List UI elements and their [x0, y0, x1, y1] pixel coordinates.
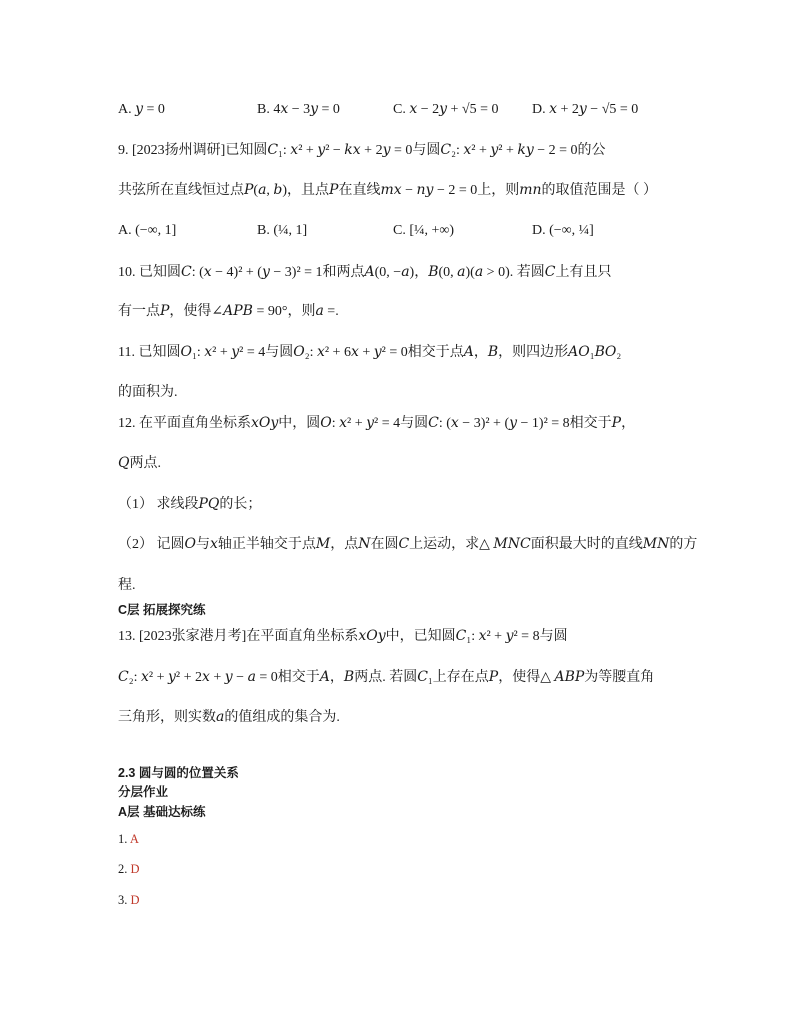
q9-option-a: A. (−∞, 1] — [118, 223, 177, 238]
q12-stem-line2: 𝑄两点. — [118, 456, 161, 471]
q13-stem-line2: 𝐶₂: 𝑥² + 𝑦² + 2𝑥 + 𝑦 − 𝑎 = 0相交于𝐴，𝐵两点. 若圆𝐶₁上存在点𝑃，使得△ 𝐴𝐵𝑃为等腰直角 — [118, 670, 655, 685]
answer-level-a-heading: A层 基础达标练 — [118, 805, 206, 819]
answer-section-title: 2.3 圆与圆的位置关系 — [118, 766, 239, 780]
q8-option-c: C. 𝑥 − 2𝑦 + √5 = 0 — [393, 102, 499, 117]
answer-number: 3. — [118, 893, 128, 907]
answer-number: 2. — [118, 862, 128, 876]
q11-stem-line2: 的面积为. — [118, 385, 178, 400]
section-c-heading: C层 拓展探究练 — [118, 603, 206, 617]
q12-subquestion-2-cont: 程. — [118, 578, 136, 593]
q12-subquestion-1: （1） 求线段𝑃𝑄的长； — [118, 497, 262, 512]
q13-stem-line3: 三角形，则实数𝑎的值组成的集合为. — [118, 710, 340, 725]
answer-item — [118, 829, 139, 849]
q12-stem-line1: 12. 在平面直角坐标系𝑥𝑂𝑦中，圆𝑂: 𝑥² + 𝑦² = 4与圆𝐶: (𝑥 − 3)² + (𝑦 − 1)² = 8相交于𝑃， — [118, 416, 636, 431]
q8-option-d: D. 𝑥 + 2𝑦 − √5 = 0 — [532, 102, 639, 117]
q9-stem-line1: 9. [2023扬州调研]已知圆𝐶₁: 𝑥² + 𝑦² − 𝑘𝑥 + 2𝑦 = 0与圆𝐶₂: 𝑥² + 𝑦² + 𝑘𝑦 − 2 = 0的公 — [118, 143, 606, 158]
answer-item — [118, 859, 140, 879]
q8-option-a: A. 𝑦 = 0 — [118, 102, 165, 117]
q13-stem-line1: 13. [2023张家港月考]在平面直角坐标系𝑥𝑂𝑦中，已知圆𝐶₁: 𝑥² + 𝑦² = 8与圆 — [118, 629, 568, 644]
answer-value: A — [129, 832, 139, 846]
q11-stem-line1: 11. 已知圆𝑂₁: 𝑥² + 𝑦² = 4与圆𝑂₂: 𝑥² + 6𝑥 + 𝑦² = 0相交于点𝐴，𝐵，则四边形𝐴𝑂₁𝐵𝑂₂ — [118, 345, 622, 360]
answer-value: D — [130, 893, 140, 907]
q10-stem-line1: 10. 已知圆𝐶: (𝑥 − 4)² + (𝑦 − 3)² = 1和两点𝐴(0, −𝑎)，𝐵(0, 𝑎)(𝑎 > 0). 若圆𝐶上有且只 — [118, 265, 612, 280]
answer-item — [118, 890, 140, 910]
q9-option-b: B. (¼, 1] — [257, 223, 308, 238]
q9-option-d: D. (−∞, ¼] — [532, 223, 594, 238]
q9-option-c: C. [¼, +∞) — [393, 223, 455, 238]
q9-stem-line2: 共弦所在直线恒过点𝑃(𝑎, 𝑏)，且点𝑃在直线𝑚𝑥 − 𝑛𝑦 − 2 = 0上，则𝑚𝑛的取值范围是（ ） — [118, 183, 658, 198]
answer-value: D — [130, 862, 140, 876]
q8-option-b: B. 4𝑥 − 3𝑦 = 0 — [257, 102, 340, 117]
q10-stem-line2: 有一点𝑃，使得∠𝐴𝑃𝐵 = 90°，则𝑎 =. — [118, 304, 339, 319]
answer-section-subtitle: 分层作业 — [118, 785, 169, 799]
answer-number: 1. — [118, 832, 128, 846]
q12-subquestion-2: （2） 记圆𝑂与𝑥轴正半轴交于点𝑀，点𝑁在圆𝐶上运动，求△ 𝑀𝑁𝐶面积最大时的直线𝑀𝑁的方 — [118, 537, 698, 552]
